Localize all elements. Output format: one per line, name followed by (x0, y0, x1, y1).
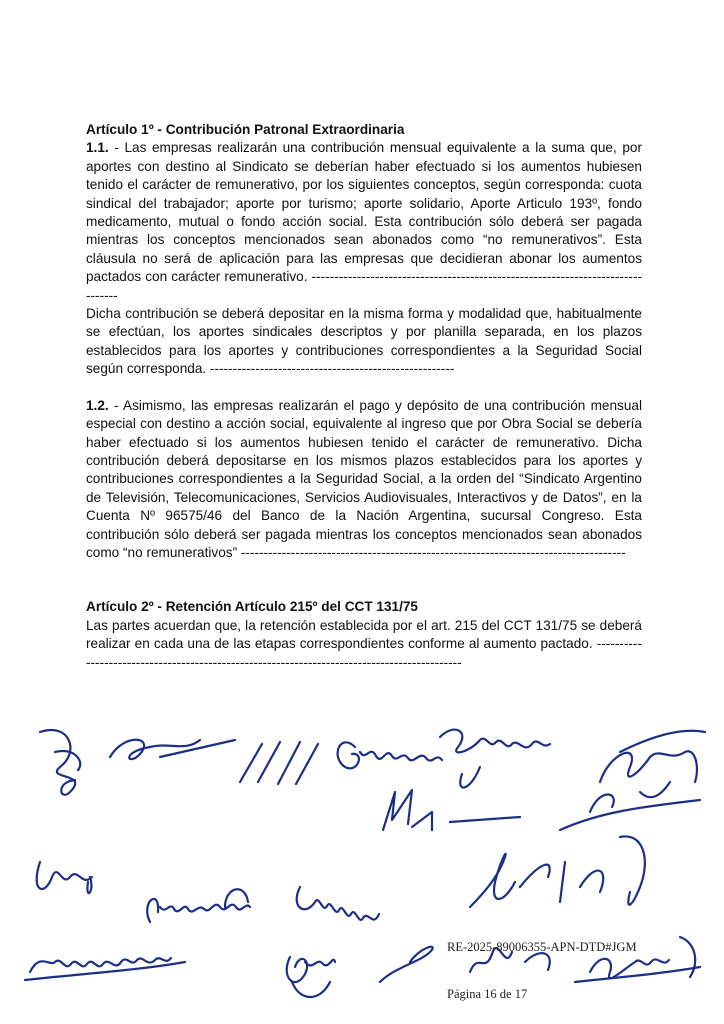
spacer (86, 379, 642, 397)
signature-3 (240, 742, 318, 784)
document-reference: RE-2025-89006355-APN-DTD#JGM (447, 940, 637, 954)
signature-7 (37, 862, 92, 893)
article-1-title: Artículo 1º - Contribución Patronal Extraordinaria (86, 122, 405, 137)
paragraph-1-1 (86, 139, 642, 305)
paragraph-1-1-number: 1.1. (86, 140, 109, 156)
paragraph-1-1-text: - Las empresas realizarán una contribución mensual equivalente a la suma que, por aportes con destino al Sindicato se deberían haber efectuado si los aumentos hubiesen tenido el carácter de remunerativo, por los siguientes conceptos, según corresponda: cuota sindical del trabajador; aporte por turismo; aporte solidario, Aporte Articulo 193º, fondo medicamento, mutual o fondo acción social. Esta contribución sólo deberá ser pagada mientras los conceptos mencionados sean abonados como “no remunerativos”. Esta cláusula no será de aplicación para las empresas que decidieran abonar los aumentos pactados con carácter remunerativo. -------------------------------------------------------------------------------- (86, 140, 642, 303)
paragraph-1-2-text: - Asimismo, las empresas realizarán el pago y depósito de una contribución mensual especial con destino a acción social, equivalente al ingreso que por Obra Social se debería haber efectuado si los aumentos hubiesen tenido el carácter de remunerativo. Dicha contribución deberá depositarse en los mismos plazos establecidos para los aportes y contribuciones correspondientes a la Seguridad Social, a la orden del “Sindicato Argentino de Televisión, Telecomunicaciones, Servicios Audiovisuales, Interactivos y de Datos”, en la Cuenta Nº 96575/46 del Banco de la Nación Argentina, sucursal Congreso. Esta contribución sólo deberá ser pagada mientras los conceptos mencionados sean abonados como “no remunerativos” ------------------------------------------------------------------------------------- (86, 397, 642, 560)
document-body (86, 121, 642, 672)
signature-8 (147, 889, 250, 922)
paragraph-1-2 (86, 397, 642, 563)
signature-4 (600, 731, 705, 798)
signature-1 (40, 730, 80, 795)
signature-2 (110, 740, 235, 759)
signature-6 (560, 795, 700, 831)
spacer (86, 562, 642, 598)
signature-10 (470, 836, 645, 907)
signature-9 (297, 887, 379, 920)
paragraph-1-2-number: 1.2. (86, 397, 109, 413)
signature-12 (287, 957, 335, 997)
signature-11 (25, 958, 185, 980)
article-2-title: Artículo 2º - Retención Artículo 215º del CCT 131/75 (86, 599, 418, 615)
signatures-area (0, 712, 724, 1024)
page-number: Página 16 de 17 (447, 987, 528, 1001)
paragraph-1-1-b: Dicha contribución se deberá depositar en la misma forma y modalidad que, habitualmente se efectúan, los aportes sindicales descriptos y por planilla separada, en los plazos establecidos para los aportes y contribuciones correspondientes a la Seguridad Social según corresponda. ------------------------------------------------------ (86, 306, 642, 377)
signature-5 (383, 790, 520, 830)
paragraph-2: Las partes acuerdan que, la retención establecida por el art. 215 del CCT 131/75 se deberá realizar en cada una de las etapas correspondientes conforme al aumento pactado. --------------------------------------------------------------------------------------------- (86, 617, 642, 670)
